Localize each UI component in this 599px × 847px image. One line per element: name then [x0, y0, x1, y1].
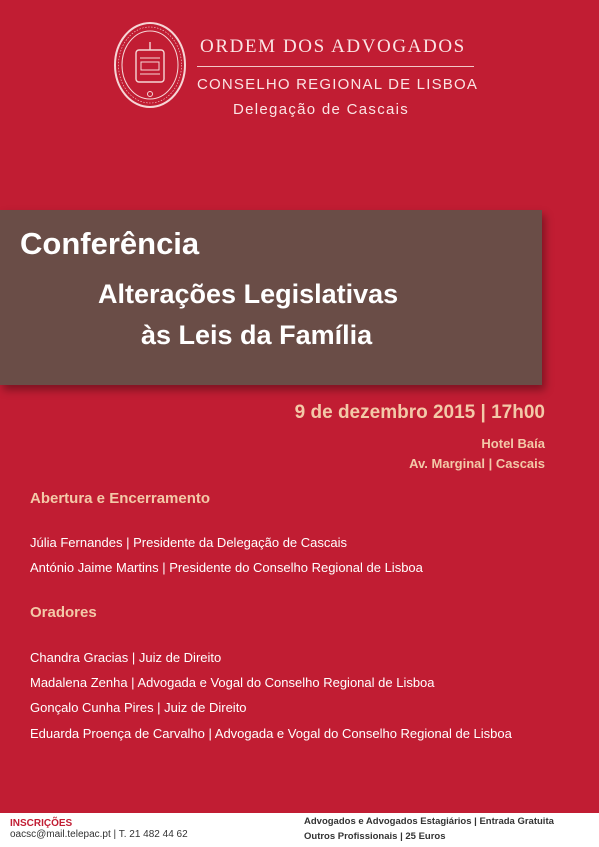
- header-divider: [197, 66, 474, 67]
- delegation-name: Delegação de Cascais: [233, 101, 410, 118]
- opening-person: António Jaime Martins | Presidente do Conselho Regional de Lisboa: [30, 560, 423, 575]
- event-address: Av. Marginal | Cascais: [409, 456, 545, 471]
- signup-label: INSCRIÇÕES: [10, 818, 73, 829]
- event-venue: Hotel Baía: [481, 436, 545, 451]
- price-lawyers: Advogados e Advogados Estagiários | Entrada Gratuita: [304, 816, 554, 827]
- price-others: Outros Profissionais | 25 Euros: [304, 831, 446, 842]
- speaker: Chandra Gracias | Juiz de Direito: [30, 650, 222, 665]
- event-title-line-2: às Leis da Família: [141, 320, 373, 350]
- org-name: ORDEM DOS ADVOGADOS: [200, 36, 466, 57]
- speaker: Madalena Zenha | Advogada e Vogal do Conselho Regional de Lisboa: [30, 675, 435, 690]
- speakers-heading: Oradores: [30, 604, 97, 621]
- speaker: Eduarda Proença de Carvalho | Advogada e Vogal do Conselho Regional de Lisboa: [30, 726, 512, 741]
- event-date: 9 de dezembro 2015 | 17h00: [294, 402, 545, 423]
- opening-person: Júlia Fernandes | Presidente da Delegação de Cascais: [30, 535, 348, 550]
- speaker: Gonçalo Cunha Pires | Juiz de Direito: [30, 700, 247, 715]
- event-kind: Conferência: [20, 226, 200, 261]
- event-title-line-1: Alterações Legislativas: [98, 279, 399, 309]
- contact-info[interactable]: oacsc@mail.telepac.pt | T. 21 482 44 62: [10, 829, 188, 840]
- council-name: CONSELHO REGIONAL DE LISBOA: [197, 76, 479, 93]
- ordem-seal-logo: [112, 20, 188, 110]
- opening-heading: Abertura e Encerramento: [30, 490, 211, 507]
